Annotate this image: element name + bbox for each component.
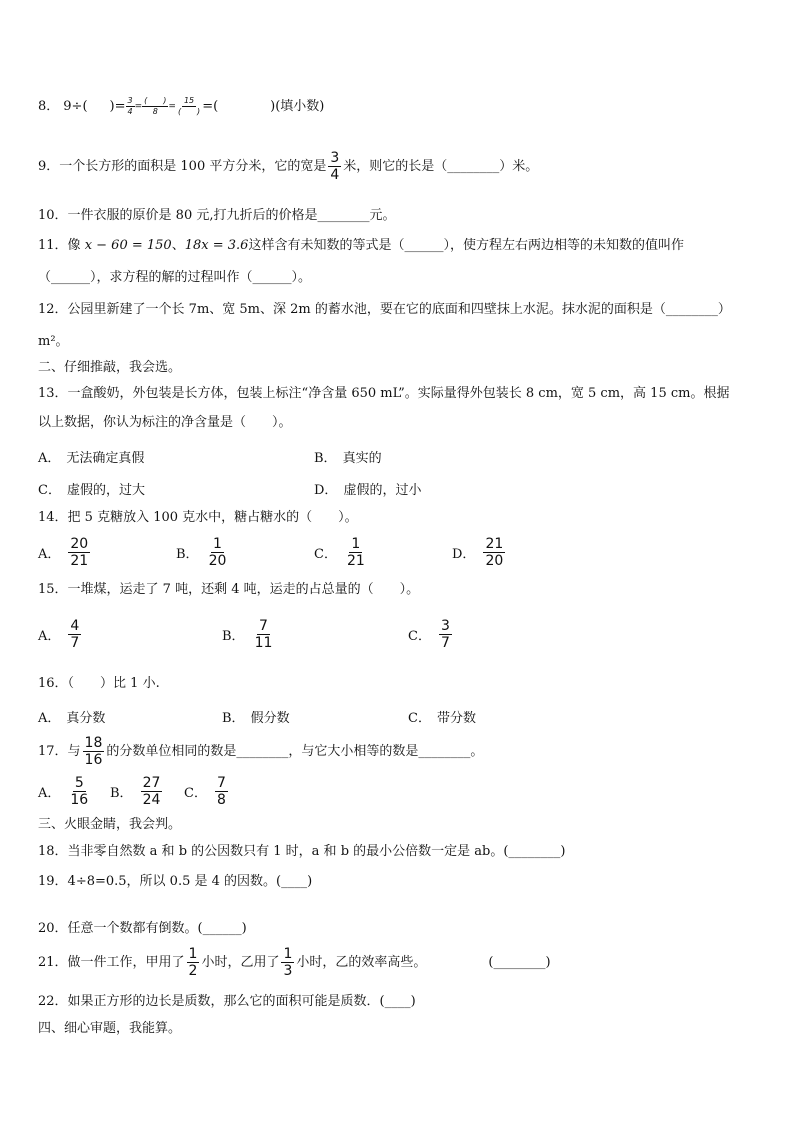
q21-fraction-1: $\frac{1}{2}$ <box>188 946 198 979</box>
question-21 <box>38 947 551 978</box>
question-13-line-2: 以上数据，你认为标注的净含量是（ ）。 <box>38 415 292 430</box>
question-19: 19．4÷8=0.5，所以 0.5 是 4 的因数。(____) <box>38 874 313 889</box>
q21-text-b: 小时，乙用了 <box>201 954 280 970</box>
q8-fraction-2: $\frac{( )}{8}$ <box>144 96 167 116</box>
q11-text-a: 11．像 <box>38 238 81 253</box>
q8-fraction-1: $\frac{3}{4}$ <box>127 96 133 116</box>
q16-option-b[interactable]: B． 假分数 <box>222 711 290 726</box>
question-11 <box>38 238 684 254</box>
q11-text-b: 这样含有未知数的等式是（______），使方程左右两边相等的未知数的值叫作 <box>248 238 684 253</box>
q17-fraction: $\frac{18}{16}$ <box>84 735 103 768</box>
q13-option-b[interactable]: B． 真实的 <box>314 451 382 466</box>
q17-text-b: 的分数单位相同的数是________，与它大小相等的数是________。 <box>106 743 484 759</box>
q9-fraction: $\frac{3}{4}$ <box>330 150 340 183</box>
q17-text-a: 17．与 <box>38 743 81 759</box>
question-17 <box>38 736 483 767</box>
q9-text-a: 9．一个长方形的面积是 100 平方分米，它的宽是 <box>38 158 327 174</box>
q13-option-a[interactable]: A． 无法确定真假 <box>38 451 145 466</box>
question-20: 20．任意一个数都有倒数。(______) <box>38 921 247 936</box>
q11-equation-2: 18x = 3.6 <box>184 238 249 253</box>
q13-option-d[interactable]: D． 虚假的，过小 <box>314 483 422 498</box>
q14-option-b[interactable]: B． $\frac{1}{20}$ <box>176 536 227 569</box>
question-10: 10．一件衣服的原价是 80 元,打九折后的价格是________元。 <box>38 208 396 223</box>
q13-option-c[interactable]: C． 虚假的，过大 <box>38 483 145 498</box>
q15-option-c[interactable]: C． $\frac{3}{7}$ <box>408 618 450 651</box>
question-14: 14．把 5 克糖放入 100 克水中，糖占糖水的（ ）。 <box>38 510 358 525</box>
q21-text-a: 21．做一件工作，甲用了 <box>38 954 185 970</box>
q8-text-c: =( <box>202 98 219 114</box>
q15-option-b[interactable]: B． $\frac{7}{11}$ <box>222 618 273 651</box>
q8-text-b: )= <box>109 98 126 114</box>
section-3-heading: 三、火眼金睛，我会判。 <box>38 817 182 832</box>
q17-option-c[interactable]: C． $\frac{7}{8}$ <box>184 775 226 808</box>
question-11-line-2: （______），求方程的解的过程叫作（______）。 <box>38 270 312 285</box>
question-18: 18．当非零自然数 a 和 b 的公因数只有 1 时，a 和 b 的最小公倍数一定是 ab。(________) <box>38 844 566 859</box>
q8-number: 8． <box>38 98 60 114</box>
q15-option-a[interactable]: A． $\frac{4}{7}$ <box>38 618 80 651</box>
question-15: 15．一堆煤，运走了 7 吨，还剩 4 吨，运走的占总量的（ ）。 <box>38 582 420 597</box>
q9-text-b: 米，则它的长是（________）米。 <box>343 158 539 174</box>
q16-option-c[interactable]: C． 带分数 <box>408 711 476 726</box>
q21-text-c: 小时，乙的效率高些。 <box>296 954 427 970</box>
q8-text-a: 9÷( <box>63 98 88 114</box>
q14-option-a[interactable]: A． $\frac{20}{21}$ <box>38 536 89 569</box>
question-16: 16．（ ）比 1 小. <box>38 676 160 691</box>
q16-option-a[interactable]: A． 真分数 <box>38 711 106 726</box>
question-9 <box>38 151 538 182</box>
q14-option-d[interactable]: D． $\frac{21}{20}$ <box>452 536 504 569</box>
q21-fraction-2: $\frac{1}{3}$ <box>283 946 293 979</box>
question-8 <box>38 97 324 116</box>
q17-option-b[interactable]: B． $\frac{27}{24}$ <box>110 775 161 808</box>
q8-eq-1: = <box>134 101 143 112</box>
q8-text-end: )(填小数) <box>270 98 325 114</box>
q8-fraction-3: $\frac{15}{( )}$ <box>177 96 201 116</box>
q21-answer-blank: (________) <box>488 954 551 970</box>
q8-eq-2: = <box>168 101 176 112</box>
q11-equation-1: x − 60 = 150 <box>84 238 172 253</box>
q17-option-a[interactable]: A． $\frac{5}{16}$ <box>38 775 89 808</box>
question-13: 13．一盒酸奶，外包装是长方体，包装上标注“净含量 650 mL”。实际量得外包装长 8 cm，宽 5 cm，高 15 cm。根据 <box>38 386 730 401</box>
question-22: 22．如果正方形的边长是质数，那么它的面积可能是质数．(____) <box>38 994 416 1009</box>
question-12: 12．公园里新建了一个长 7m、宽 5m、深 2m 的蓄水池，要在它的底面和四壁抹上水泥。抹水泥的面积是（________） <box>38 302 731 317</box>
q14-option-c[interactable]: C． $\frac{1}{21}$ <box>314 536 365 569</box>
q11-sep: 、 <box>171 238 185 253</box>
section-2-heading: 二、仔细推敲，我会选。 <box>38 360 182 375</box>
question-12-line-2: m²。 <box>38 334 69 349</box>
section-4-heading: 四、细心审题，我能算。 <box>38 1021 182 1036</box>
